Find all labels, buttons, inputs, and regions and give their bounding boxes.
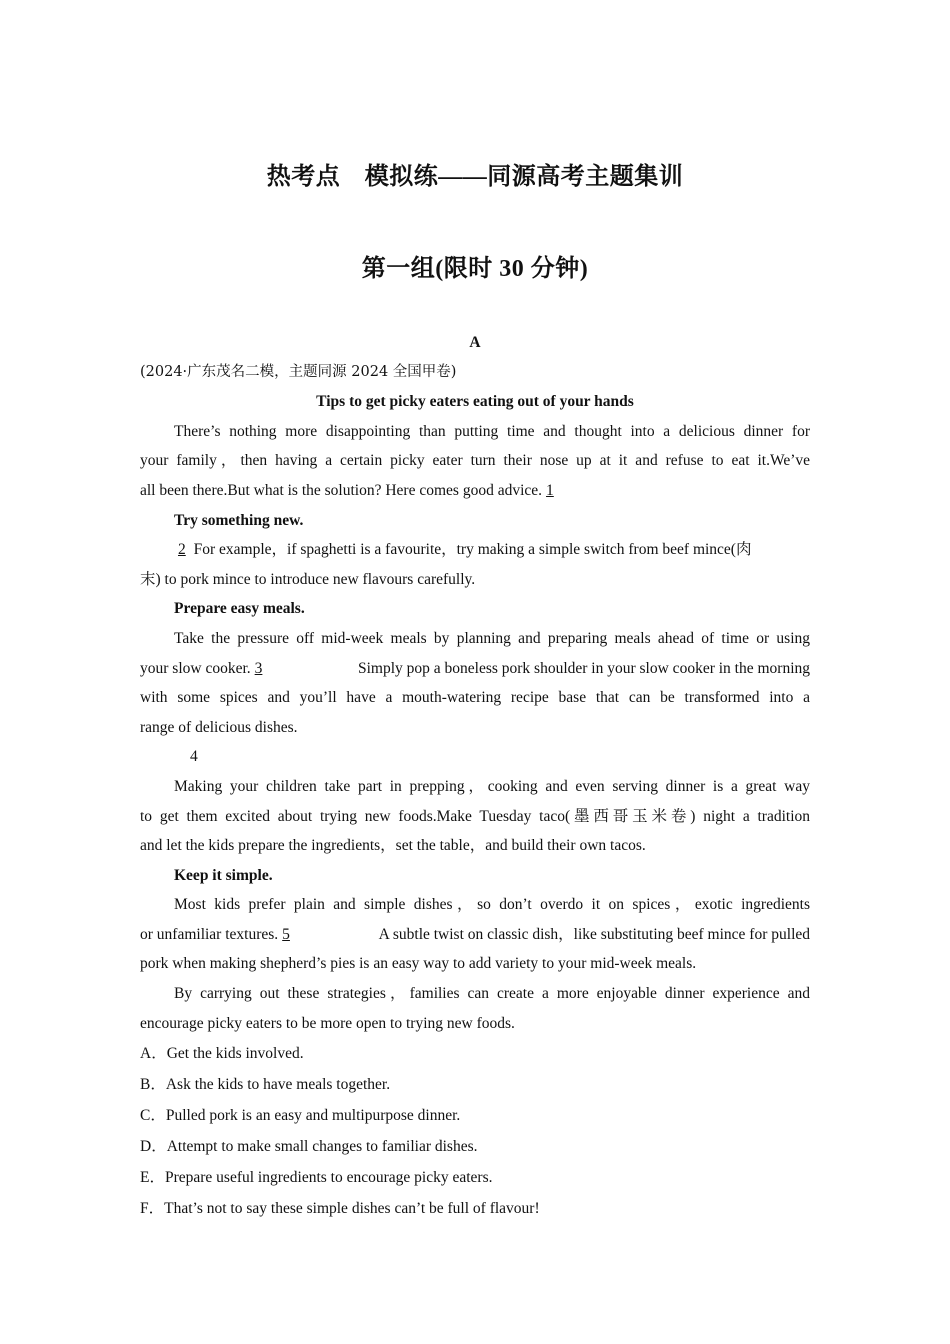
heading-blank-4: 4 [190, 748, 198, 766]
paragraph-4-line-1: Making your children take part in prepping，cooking and even serving dinner is a great way [174, 777, 810, 795]
heading-try-something-new: Try something new. [174, 511, 304, 529]
passage-title: Tips to get picky eaters eating out of your hands [316, 393, 634, 411]
paragraph-5-line-1: Most kids prefer plain and simple dishes，so don’t overdo it on spices，exotic ingredients [174, 896, 810, 914]
paragraph-1-text: all been there.But what is the solution? Here comes good advice. [140, 481, 543, 499]
paragraph-5-line-2 [140, 920, 810, 950]
paragraph-3-line-1: Take the pressure off mid-week meals by planning and preparing meals ahead of time or using [174, 629, 810, 647]
blank-2: 2 [178, 541, 186, 559]
paragraph-1-line-2: your family，then having a certain picky eater turn their nose up at it and refuse to eat it.We’ve [140, 452, 810, 470]
paragraph-5-text-a: or unfamiliar textures. [140, 925, 279, 943]
paragraph-6-line-2: encourage picky eaters to be more open to trying new foods. [140, 1014, 515, 1032]
blank-3: 3 [254, 659, 263, 677]
page-title: 热考点 模拟练——同源高考主题集训 [266, 164, 684, 190]
heading-prepare-easy-meals: Prepare easy meals. [174, 600, 305, 618]
paragraph-5-text-b: A subtle twist on classic dish，like substituting beef mince for pulled [378, 925, 810, 943]
paragraph-4-line-2: to get them excited about trying new foods.Make Tuesday taco(墨西哥玉米卷) night a tradition [140, 807, 810, 825]
option-c: C．Pulled pork is an easy and multipurpose dinner. [140, 1107, 461, 1125]
paragraph-5-line-3: pork when making shepherd’s pies is an easy way to add variety to your mid-week meals. [140, 955, 697, 973]
options-list [140, 1038, 810, 1224]
option-d: D．Attempt to make small changes to familiar dishes. [140, 1138, 478, 1156]
paragraph-3-line-3: with some spices and you’ll have a mouth-watering recipe base that can be transformed into a [140, 689, 810, 707]
option-b: B．Ask the kids to have meals together. [140, 1076, 391, 1094]
paragraph-3-line-4: range of delicious dishes. [140, 718, 298, 736]
passage-body [140, 328, 810, 1224]
paragraph-2-line-1 [140, 535, 810, 565]
paragraph-6-line-1: By carrying out these strategies，families can create a more enjoyable dinner experience and [174, 985, 810, 1003]
paragraph-1-line-1: There’s nothing more disappointing than putting time and thought into a delicious dinner for [174, 422, 810, 440]
page-subtitle: 第一组(限时 30 分钟) [361, 256, 589, 282]
section-label: A [469, 334, 481, 351]
paragraph-1-line-3 [140, 476, 810, 506]
paragraph-3-text-a: your slow cooker. [140, 659, 251, 677]
blank-5: 5 [282, 925, 290, 943]
blank-1: 1 [546, 481, 554, 499]
paragraph-2-text: For example，if spaghetti is a favourite，try making a simple switch from beef mince(肉 [193, 541, 752, 559]
paragraph-2-line-2: 末) to pork mince to introduce new flavours carefully. [140, 570, 476, 588]
heading-keep-it-simple: Keep it simple. [174, 866, 273, 884]
option-f: F．That’s not to say these simple dishes can’t be full of flavour! [140, 1200, 540, 1218]
paragraph-4-line-3: and let the kids prepare the ingredients，set the table，and build their own tacos. [140, 837, 646, 855]
paragraph-3-text-b: Simply pop a boneless pork shoulder in your slow cooker in the morning [357, 659, 810, 677]
source-note: (2024·广东茂名二模，主题同源 2024 全国甲卷) [140, 363, 457, 380]
paragraph-3-line-2 [140, 654, 810, 684]
option-a: A．Get the kids involved. [140, 1045, 304, 1063]
option-e: E．Prepare useful ingredients to encourage picky eaters. [140, 1169, 493, 1187]
